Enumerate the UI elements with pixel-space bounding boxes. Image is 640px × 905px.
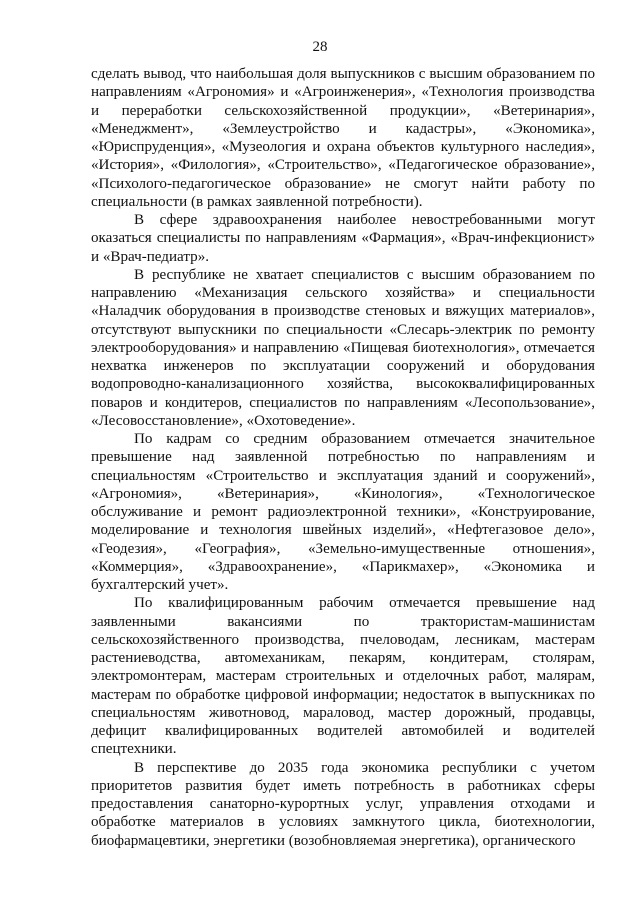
- paragraph-outlook-2035: В перспективе до 2035 года экономика республики с учетом приоритетов развития будет иметь потребность в работниках сферы предоставления санаторно-курортных услуг, управления отходами и обработке материалов в условиях замкнутого цикла, биотехнологии, биофармацевтики, энергетики (возобновляемая энергетика), органического: [91, 759, 595, 849]
- document-body: [91, 65, 595, 850]
- paragraph-continued: сделать вывод, что наибольшая доля выпускников с высшим образованием по направлениям «Агрономия» и «Агроинженерия», «Технология производства и переработки сельскохозяйственной продукции», «Ветеринария», «Менеджмент», «Землеустройство и кадастры», «Экономика», «Юриспруденция», «Музеология и охрана объектов культурного наследия», «История», «Филология», «Строительство», «Педагогическое образование», «Психолого-педагогическое образование» не смогут найти работу по специальности (в рамках заявленной потребности).: [91, 66, 595, 210]
- paragraph-secondary-education: По кадрам со средним образованием отмечается значительное превышение над заявленной потребностью по направлениям и специальностям «Строительство и эксплуатация зданий и сооружений», «Агрономия», «Ветеринария», «Кинология», «Технологическое обслуживание и ремонт радиоэлектронной техники», «Конструирование, моделирование и технология швейных изделий», «Нефтегазовое дело», «Геодезия», «География», «Земельно-имущественные отношения», «Коммерция», «Здравоохранение», «Парикмахер», «Экономика и бухгалтерский учет».: [91, 431, 595, 593]
- paragraph-healthcare: В сфере здравоохранения наиболее невостребованными могут оказаться специалисты по направлениям «Фармация», «Врач-инфекционист» и «Врач-педиатр».: [91, 212, 595, 265]
- paragraph-higher-education-shortage: В республике не хватает специалистов с высшим образованием по направлению «Механизация сельского хозяйства» и специальности «Наладчик оборудования в производстве стеновых и вяжущих материалов», отсутствуют выпускники по специальности «Слесарь-электрик по ремонту электрооборудования» и направлению «Пищевая биотехнология», отмечается нехватка инженеров по эксплуатации сооружений и оборудования водопроводно-канализационного хозяйства, высококвалифицированных поваров и кондитеров, специалистов по направлениям «Лесопользование», «Лесовосстановление», «Охотоведение».: [91, 266, 595, 429]
- paragraph-skilled-workers: По квалифицированным рабочим отмечается превышение над заявленными вакансиями по трактористам-машинистам сельскохозяйственного производства, пчеловодам, лесникам, мастерам растениеводства, автомеханикам, пекарям, кондитерам, столярам, электромонтерам, мастерам строительных и отделочных работ, малярам, мастерам по обработке цифровой информации; недостаток в выпускниках по специальностям животновод, мараловод, мастер дорожный, продавцы, дефицит квалифицированных водителей автомобилей и водителей спецтехники.: [91, 595, 595, 758]
- page-number: 28: [312, 39, 328, 55]
